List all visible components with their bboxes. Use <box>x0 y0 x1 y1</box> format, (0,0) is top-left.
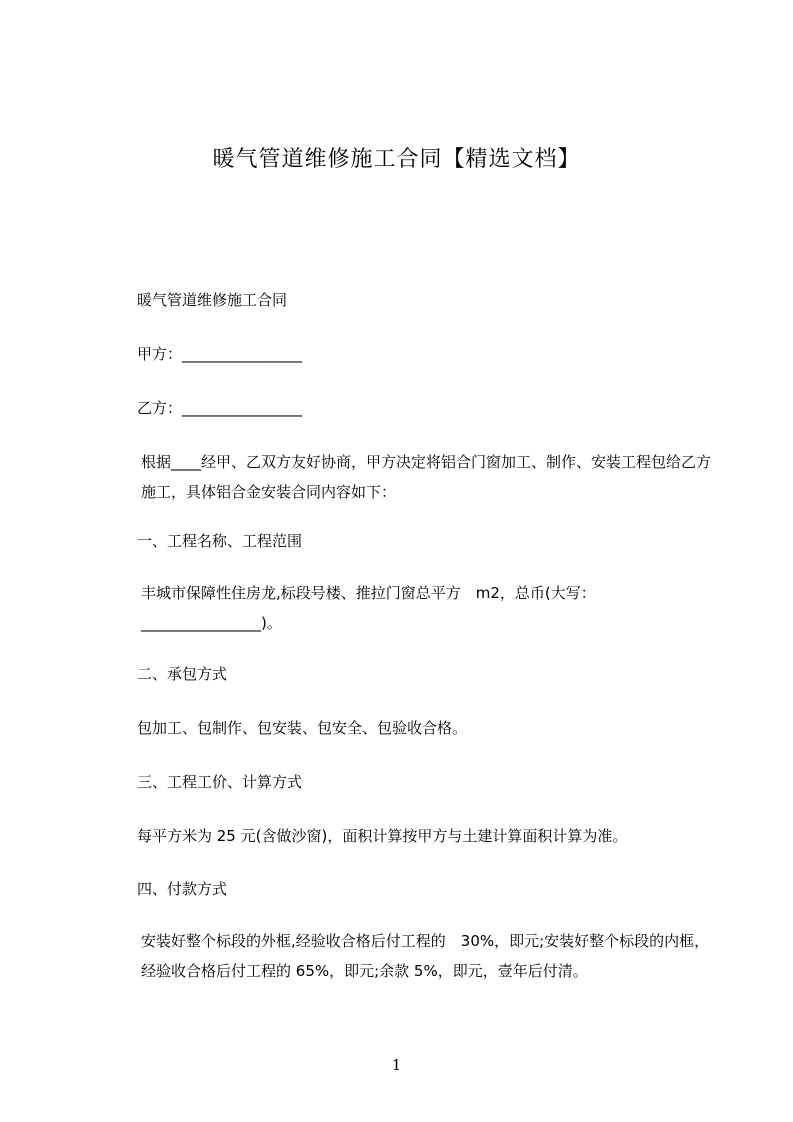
party-b-line <box>137 397 302 419</box>
section-1-text: 丰城市保障性住房龙,标段号楼、推拉门窗总平方 m2，总币(大写：________________)。 <box>141 584 596 632</box>
party-b-blank: ________________ <box>182 399 303 417</box>
party-a-line <box>137 343 302 365</box>
section-3-text: 每平方米为 25 元(含做沙窗)，面积计算按甲方与土建计算面积计算为准。 <box>137 827 628 845</box>
party-b-label: 乙方： <box>137 399 183 417</box>
section-4-text: 安装好整个标段的外框,经验收合格后付工程的 30%，即元;安装好整个标段的内框，经验收合格后付工程的 65%，即元;余款 5%，即元，壹年后付清。 <box>141 932 710 980</box>
party-a-blank: ________________ <box>182 345 303 363</box>
section-2-text: 包加工、包制作、包安装、包安全、包验收合格。 <box>137 719 468 737</box>
section-2-title: 二、承包方式 <box>137 665 228 683</box>
intro-paragraph: 根据____经甲、乙双方友好协商，甲方决定将铝合门窗加工、制作、安装工程包给乙方施工，具体铝合金安装合同内容如下： <box>141 453 712 501</box>
section-1-title: 一、工程名称、工程范围 <box>137 532 303 550</box>
section-4-title: 四、付款方式 <box>137 880 228 898</box>
party-a-label: 甲方： <box>137 345 183 363</box>
contract-heading: 暖气管道维修施工合同 <box>137 291 288 309</box>
section-3-title: 三、工程工价、计算方式 <box>137 773 303 791</box>
document-title: 暖气管道维修施工合同【精选文档】 <box>212 147 581 172</box>
page-number: 1 <box>391 1056 402 1074</box>
